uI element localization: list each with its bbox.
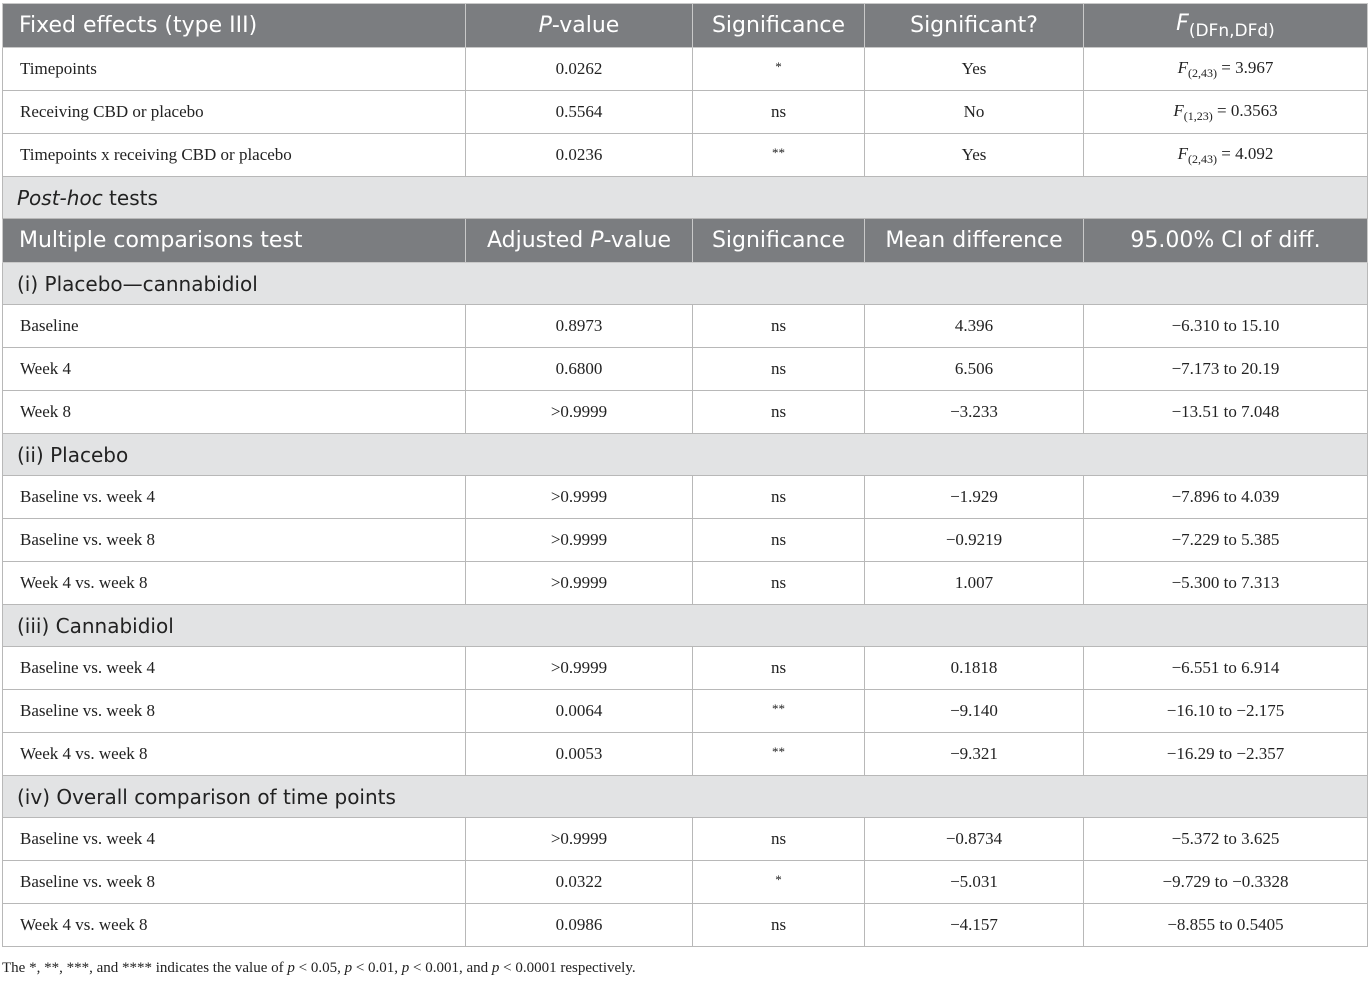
table-footnote: The *, **, ***, and **** indicates the value of p < 0.05, p < 0.01, p < 0.001, and p < 0.0001 respectively. [2,960,636,976]
mean-difference-cell: −1.929 [865,476,1084,519]
significance-cell: * [693,48,865,91]
comparison-label: Baseline vs. week 8 [3,861,466,904]
mean-difference-cell: −4.157 [865,904,1084,947]
section-title: (iv) Overall comparison of time points [3,776,1368,818]
comparison-row [3,690,1368,733]
f-stat-cell: $F_{(2,43)} = 4.092$ [1084,134,1368,177]
posthoc-title: Post-hoc tests [3,177,1368,219]
adjusted-p-cell: 0.0064 [466,690,693,733]
comparison-row [3,733,1368,776]
adjusted-p-cell: >0.9999 [466,562,693,605]
adjusted-p-cell: 0.6800 [466,348,693,391]
adjusted-p-cell: >0.9999 [466,519,693,562]
section-title-row [3,434,1368,476]
mean-difference-cell: 0.1818 [865,647,1084,690]
adjusted-p-cell: >0.9999 [466,476,693,519]
comparison-row [3,305,1368,348]
section-title-row [3,263,1368,305]
ci-cell: −6.551 to 6.914 [1084,647,1368,690]
comparison-label: Baseline [3,305,466,348]
significance-cell: ns [693,91,865,134]
adjusted-p-cell: 0.0322 [466,861,693,904]
comparison-label: Week 4 vs. week 8 [3,733,466,776]
results-table [2,3,1368,947]
ci-cell: −8.855 to 0.5405 [1084,904,1368,947]
ci-cell: −9.729 to −0.3328 [1084,861,1368,904]
comparison-row [3,861,1368,904]
comparison-row [3,476,1368,519]
f-stat-header: $F_{(DFn,DFd)}$ [1084,4,1368,48]
fixed-effects-header: Fixed effects (type III) [3,4,466,48]
p-value-cell: 0.5564 [466,91,693,134]
significance-header: Significance [693,4,865,48]
comparison-label: Week 8 [3,391,466,434]
mean-difference-cell: −5.031 [865,861,1084,904]
mean-difference-cell: 6.506 [865,348,1084,391]
p-value-cell: 0.0236 [466,134,693,177]
comparison-row [3,391,1368,434]
mean-difference-cell: −0.8734 [865,818,1084,861]
section-title: (i) Placebo—cannabidiol [3,263,1368,305]
ci-cell: −6.310 to 15.10 [1084,305,1368,348]
significant-cell: Yes [865,134,1084,177]
significance-cell: ** [693,733,865,776]
comparison-label: Baseline vs. week 8 [3,690,466,733]
mean-difference-cell: −9.321 [865,733,1084,776]
p-value-cell: 0.0262 [466,48,693,91]
mean-difference-cell: −3.233 [865,391,1084,434]
ci-cell: −5.300 to 7.313 [1084,562,1368,605]
mean-difference-cell: −9.140 [865,690,1084,733]
comparison-label: Baseline vs. week 4 [3,647,466,690]
ci-cell: −16.29 to −2.357 [1084,733,1368,776]
comparison-row [3,348,1368,391]
adjusted-p-cell: >0.9999 [466,818,693,861]
effect-label: Receiving CBD or placebo [3,91,466,134]
comparison-label: Week 4 vs. week 8 [3,562,466,605]
significance-header: Significance [693,219,865,263]
ci-cell: −7.229 to 5.385 [1084,519,1368,562]
adjusted-p-header: Adjusted P-value [466,219,693,263]
section-title: (iii) Cannabidiol [3,605,1368,647]
mean-difference-cell: 1.007 [865,562,1084,605]
significance-cell: ns [693,562,865,605]
ci-cell: −7.173 to 20.19 [1084,348,1368,391]
comparison-label: Week 4 vs. week 8 [3,904,466,947]
significance-cell: ** [693,134,865,177]
comparison-row [3,904,1368,947]
mean-difference-header: Mean difference [865,219,1084,263]
mean-difference-cell: −0.9219 [865,519,1084,562]
significant-cell: No [865,91,1084,134]
significance-cell: ns [693,519,865,562]
significant-header: Significant? [865,4,1084,48]
adjusted-p-cell: 0.0986 [466,904,693,947]
significance-cell: ** [693,690,865,733]
comparison-row [3,647,1368,690]
significance-cell: ns [693,904,865,947]
comparison-row [3,562,1368,605]
significance-cell: ns [693,818,865,861]
effect-label: Timepoints [3,48,466,91]
effect-label: Timepoints x receiving CBD or placebo [3,134,466,177]
adjusted-p-cell: >0.9999 [466,391,693,434]
comparison-row [3,519,1368,562]
ci-header: 95.00% CI of diff. [1084,219,1368,263]
significance-cell: ns [693,476,865,519]
significant-cell: Yes [865,48,1084,91]
comparison-label: Baseline vs. week 4 [3,818,466,861]
mean-difference-cell: 4.396 [865,305,1084,348]
comparison-label: Baseline vs. week 4 [3,476,466,519]
posthoc-title-row [3,177,1368,219]
significance-cell: ns [693,391,865,434]
significance-cell: * [693,861,865,904]
ci-cell: −13.51 to 7.048 [1084,391,1368,434]
adjusted-p-cell: 0.0053 [466,733,693,776]
fixed-effect-row [3,48,1368,91]
fixed-effect-row [3,134,1368,177]
comparison-row [3,818,1368,861]
multiple-comparisons-header-row [3,219,1368,263]
ci-cell: −16.10 to −2.175 [1084,690,1368,733]
section-title-row [3,776,1368,818]
f-stat-cell: $F_{(1,23)} = 0.3563$ [1084,91,1368,134]
section-title: (ii) Placebo [3,434,1368,476]
adjusted-p-cell: >0.9999 [466,647,693,690]
comparison-header: Multiple comparisons test [3,219,466,263]
comparison-label: Week 4 [3,348,466,391]
f-stat-cell: $F_{(2,43)} = 3.967$ [1084,48,1368,91]
comparison-label: Baseline vs. week 8 [3,519,466,562]
significance-cell: ns [693,647,865,690]
section-title-row [3,605,1368,647]
adjusted-p-cell: 0.8973 [466,305,693,348]
ci-cell: −7.896 to 4.039 [1084,476,1368,519]
fixed-effects-header-row [3,4,1368,48]
fixed-effect-row [3,91,1368,134]
p-value-header: P-value [466,4,693,48]
ci-cell: −5.372 to 3.625 [1084,818,1368,861]
significance-cell: ns [693,305,865,348]
significance-cell: ns [693,348,865,391]
